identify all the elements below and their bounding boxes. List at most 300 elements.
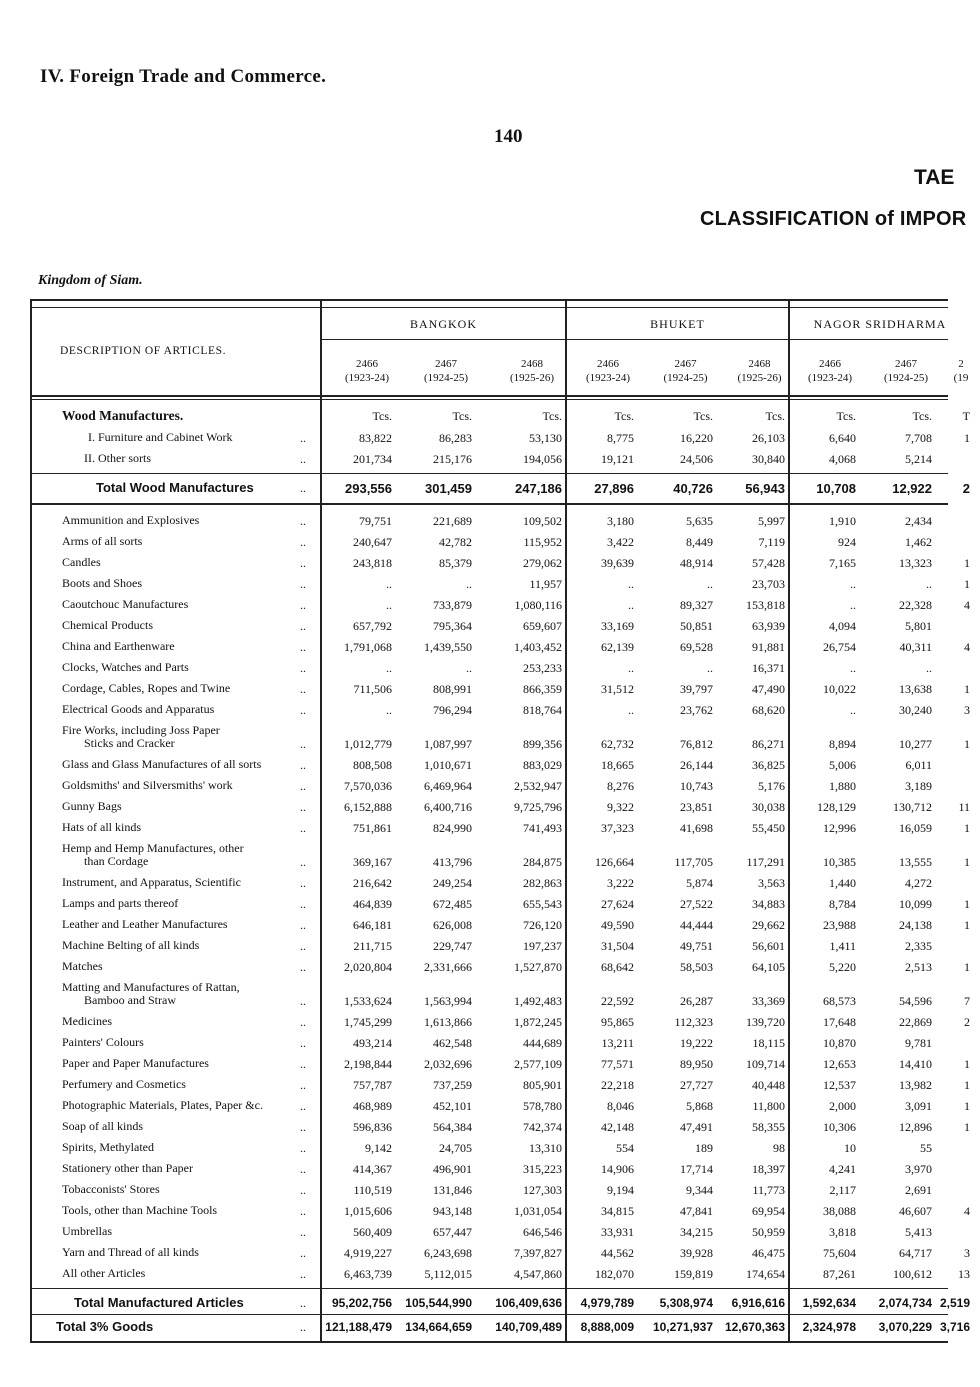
year-number: 2466 [356,358,378,370]
table-row [32,1225,948,1245]
table-cell: 5,006 [829,758,856,772]
table-cell: 11,773 [752,1183,785,1197]
table-cell: 1,791,068 [344,640,392,654]
table-cell: 741,493 [523,821,562,835]
group-header: BANGKOK [410,317,477,331]
table-cell: 10,870 [823,1036,856,1050]
year-header [492,357,572,385]
row-label: All other Articles [62,1266,146,1280]
table-cell: 23,703 [752,577,785,591]
table-cell: 1,080,116 [514,598,562,612]
table-cell: 126,664 [595,855,634,869]
table-cell: 444,689 [523,1036,562,1050]
year-header [410,357,482,385]
year-number: 2467 [895,358,917,370]
row-label: Umbrellas [62,1224,112,1238]
table-cell: 733,879 [433,598,472,612]
table-cell: 69,528 [680,640,713,654]
leader-dots: .. [300,800,306,814]
rule [32,473,948,474]
year-header [724,357,795,385]
table-cell: 5,997 [758,514,785,528]
table-cell: 943,148 [433,1204,472,1218]
table-cell: Tcs. [372,409,392,423]
table-cell: 46,475 [752,1246,785,1260]
table-cell: 5,220 [829,960,856,974]
table-cell: 24,705 [439,1141,472,1155]
table-cell: 657,447 [433,1225,472,1239]
table-cell: 42,782 [439,535,472,549]
table-cell: 2,198,844 [344,1057,392,1071]
table-row [32,1014,970,1035]
table-cell: 201,734 [353,452,392,466]
table-cell: 462,548 [433,1036,472,1050]
table-cell: 13,310 [529,1141,562,1155]
table-cell: 13,323 [899,556,932,570]
table-cell: Tcs. [452,409,472,423]
table-cell: 808,508 [353,758,392,772]
table-row [32,1119,970,1140]
table-cell: Tcs. [836,409,856,423]
table-cell: 711,506 [353,682,392,696]
table-cell: 18,115 [752,1036,785,1050]
table-cell: 131,846 [433,1183,472,1197]
row-label: Total 3% Goods [56,1319,154,1334]
table-cell: 100,612 [893,1267,932,1281]
row-label: Glass and Glass Manufactures of all sorts [62,757,262,771]
table-cell: .. [386,577,392,591]
leader-dots: .. [300,737,306,751]
table-cell: .. [707,577,713,591]
table-cell: 130,712 [893,800,932,814]
table-cell: 3,180 [607,514,634,528]
rule [32,1314,948,1315]
table-cell: 646,181 [353,918,392,932]
row-label: Perfumery and Cosmetics [62,1077,186,1091]
table-cell: 9,194 [607,1183,634,1197]
table-cell: 16,059 [899,821,932,835]
table-cell: 46,607 [899,1204,932,1218]
table-cell: 76,812 [680,737,713,751]
table-row [32,1036,948,1056]
table-cell: 8,046 [607,1099,634,1113]
table-row [32,896,970,917]
table-cell: 9,344 [686,1183,713,1197]
table-cell: 243,818 [353,556,392,570]
table-cell: 3 [964,703,970,717]
table-cell: 95,202,756 [331,1296,392,1310]
table-cell: 578,780 [523,1099,562,1113]
row-label: Clocks, Watches and Parts [62,660,189,674]
leader-dots: .. [300,1225,306,1239]
table-cell: 109,714 [746,1057,785,1071]
table-cell: 2 [962,481,970,496]
table-cell: 655,543 [523,897,562,911]
table-cell: 6,916,616 [731,1296,785,1310]
table-cell: 33,931 [601,1225,634,1239]
table-cell: 134,664,659 [405,1320,472,1334]
table-cell: 23,851 [680,800,713,814]
table-row [32,917,970,938]
year-number: 2466 [819,358,841,370]
row-label: Matches [62,959,103,973]
table-cell: 91,881 [752,640,785,654]
leader-dots: .. [300,452,306,466]
group-header: NAGOR SRIDHARMA [813,317,947,331]
table-row [32,1203,970,1224]
table-cell: 42,148 [601,1120,634,1134]
table-cell: 17,714 [680,1162,713,1176]
table-cell: .. [926,577,932,591]
table-cell: 58,503 [680,960,713,974]
table-cell: 79,751 [359,514,392,528]
total-row [32,1319,970,1340]
table-cell: 197,237 [523,939,562,953]
table-cell: 1,527,870 [514,960,562,974]
description-header: DESCRIPTION OF ARTICLES. [60,345,227,357]
table-cell: 9,142 [365,1141,392,1155]
table-cell: 127,303 [523,1183,562,1197]
table-cell: 596,836 [353,1120,392,1134]
table-cell: 14,410 [899,1057,932,1071]
leader-dots: .. [300,994,306,1008]
table-cell: 22,592 [601,994,634,1008]
table-cell: Tcs. [912,409,932,423]
table-cell: 1 [964,821,970,835]
table-cell: 452,101 [433,1099,472,1113]
table-cell: 1,563,994 [424,994,472,1008]
year-header [572,357,644,385]
table-cell: 9,781 [905,1036,932,1050]
table-cell: 10 [844,1141,856,1155]
rule [32,1288,948,1289]
table-row [32,1056,970,1077]
table-cell: 36,825 [752,758,785,772]
table-cell: 77,571 [601,1057,634,1071]
table-cell: 18,397 [752,1162,785,1176]
table-cell: 115,952 [523,535,562,549]
table-cell: 626,008 [433,918,472,932]
table-cell: 211,715 [353,939,392,953]
table-row [32,876,948,896]
table-label: TAE [914,166,955,189]
table-cell: 117,291 [746,855,785,869]
table-row [32,639,970,660]
table-cell: 2,020,804 [344,960,392,974]
table-cell: 1,031,054 [514,1204,562,1218]
table-cell: 1,015,606 [344,1204,392,1218]
table-cell: 4,919,227 [344,1246,392,1260]
table-cell: 2,032,696 [424,1057,472,1071]
table-cell: 3,222 [607,876,634,890]
table-cell: 29,662 [752,918,785,932]
table-cell: 40,726 [673,481,713,496]
table-cell: 139,720 [746,1015,785,1029]
table-cell: 4 [964,640,970,654]
table-cell: 6,243,698 [424,1246,472,1260]
table-cell: 2,074,734 [878,1296,932,1310]
table-cell: 2,532,947 [514,779,562,793]
leader-dots: .. [300,514,306,528]
table-row [32,1245,970,1266]
row-label: Tools, other than Machine Tools [62,1203,218,1217]
table-cell: 49,590 [601,918,634,932]
year-range: (1924-25) [663,372,708,384]
table-cell: 17,648 [823,1015,856,1029]
table-cell: 30,840 [752,452,785,466]
chapter-heading: IV. Foreign Trade and Commerce. [40,66,327,87]
table-row [32,1183,948,1203]
table-cell: 12,896 [899,1120,932,1134]
row-label: Cordage, Cables, Ropes and Twine [62,681,231,695]
table-cell: 68,573 [823,994,856,1008]
table-cell: 249,254 [433,876,472,890]
table-cell: 10,099 [899,897,932,911]
table-cell: 9,322 [607,800,634,814]
table-cell: 5,308,974 [659,1296,713,1310]
leader-dots: .. [300,1099,306,1113]
table-cell: 3,563 [758,876,785,890]
table-cell: .. [386,598,392,612]
row-label: Goldsmiths' and Silversmiths' work [62,778,233,792]
table-cell: 8,449 [686,535,713,549]
table-cell: 216,642 [353,876,392,890]
table-cell: 1,462 [905,535,932,549]
table-cell: 85,379 [439,556,472,570]
row-label: II. Other sorts [84,451,151,465]
table-cell: 8,894 [829,737,856,751]
table-cell: 44,562 [601,1246,634,1260]
table-cell: 560,409 [353,1225,392,1239]
table-cell: 112,323 [674,1015,713,1029]
table-cell: 1,010,671 [424,758,472,772]
table-cell: 86,271 [752,737,785,751]
table-cell: 62,139 [601,640,634,654]
leader-dots: .. [300,897,306,911]
table-cell: 2,331,666 [424,960,472,974]
year-range: (19 [953,372,969,384]
table-cell: 39,928 [680,1246,713,1260]
table-cell: 6,469,964 [424,779,472,793]
table-cell: 12,922 [892,481,932,496]
table-cell: 253,233 [523,661,562,675]
leader-dots: .. [300,960,306,974]
total-row [32,480,970,501]
table-cell: .. [628,661,634,675]
section-title: Wood Manufactures. [62,408,184,423]
table-row [32,1266,970,1287]
table-cell: 89,950 [680,1057,713,1071]
table-cell: 1 [964,1099,970,1113]
table-cell: 413,796 [433,855,472,869]
table-cell: 12,537 [823,1078,856,1092]
table-cell: 284,875 [523,855,562,869]
table-cell: 2,434 [905,514,932,528]
table-cell: 1 [964,918,970,932]
table-cell: 34,883 [752,897,785,911]
row-label: Arms of all sorts [62,534,143,548]
table-cell: 6,463,739 [344,1267,392,1281]
table-cell: .. [466,661,472,675]
table-cell: 805,901 [523,1078,562,1092]
year-range: (1925-26) [737,372,782,384]
table-cell: 1,592,634 [802,1296,856,1310]
table-cell: 40,448 [752,1078,785,1092]
table-cell: 659,607 [523,619,562,633]
row-label: China and Earthenware [62,639,175,653]
table-cell: 22,328 [899,598,932,612]
table-cell: 737,259 [433,1078,472,1092]
row-label: I. Furniture and Cabinet Work [88,430,233,444]
table-cell: 5,635 [686,514,713,528]
table-cell: 369,167 [353,855,392,869]
table-cell: 56,601 [752,939,785,953]
table-cell: 26,754 [823,640,856,654]
leader-dots: .. [300,939,306,953]
table-cell: 5,874 [686,876,713,890]
table-cell: 16,371 [752,661,785,675]
table-cell: 4,094 [829,619,856,633]
year-header [870,357,942,385]
table-cell: 1,613,866 [424,1015,472,1029]
table-cell: 1 [964,737,970,751]
table-cell: 11,800 [752,1099,785,1113]
table-cell: .. [466,577,472,591]
year-range: (1923-24) [345,372,389,384]
rule [32,399,948,400]
table-row [32,1162,948,1182]
table-cell: 10,708 [816,481,856,496]
table-row [32,1141,948,1161]
row-label: Candles [62,555,101,569]
table-cell: 121,188,479 [325,1320,392,1334]
table-row [32,681,970,702]
leader-dots: .. [300,640,306,654]
table-cell: 26,103 [752,431,785,445]
row-label: Paper and Paper Manufactures [62,1056,209,1070]
leader-dots: .. [300,821,306,835]
table-cell: 26,144 [680,758,713,772]
leader-dots: .. [300,556,306,570]
table-cell: 1,440 [829,876,856,890]
table-cell: 14,906 [601,1162,634,1176]
table-row [32,514,948,534]
table-cell: 5,801 [905,619,932,633]
table-cell: 189 [695,1141,713,1155]
table-cell: 6,640 [829,431,856,445]
table-cell: 10,385 [823,855,856,869]
table-cell: 83,822 [359,431,392,445]
leader-dots: .. [300,1267,306,1281]
table-cell: 24,506 [680,452,713,466]
table-cell: 109,502 [523,514,562,528]
leader-dots: .. [300,1057,306,1071]
leader-dots: .. [300,855,306,869]
row-label-continued: Sticks and Cracker [84,736,175,750]
table-cell: 5,413 [905,1225,932,1239]
table-cell: 1,872,245 [514,1015,562,1029]
table-cell: 4 [964,1204,970,1218]
table-cell: 899,356 [523,737,562,751]
table-cell: 31,512 [601,682,634,696]
table-cell: T [962,409,970,423]
table-cell: 54,596 [899,994,932,1008]
table-cell: 315,223 [523,1162,562,1176]
leader-dots: .. [300,1162,306,1176]
page-number: 140 [494,126,523,147]
table-cell: 6,400,716 [424,800,472,814]
table-cell: 39,797 [680,682,713,696]
table-cell: 796,294 [433,703,472,717]
table-cell: 1 [964,556,970,570]
table-cell: 30,038 [752,800,785,814]
rule [322,339,948,340]
leader-dots: .. [300,1078,306,1092]
table-cell: 240,647 [353,535,392,549]
table-row [32,597,970,618]
table-cell: 75,604 [823,1246,856,1260]
rule [32,503,948,505]
year-number: 2 [958,358,964,370]
table-cell: 194,056 [523,452,562,466]
year-header [794,357,866,385]
table-cell: 866,359 [523,682,562,696]
table-cell: 10,306 [823,1120,856,1134]
table-cell: 1 [964,577,970,591]
total-row [32,1295,970,1316]
leader-dots: .. [300,481,306,495]
table-cell: .. [386,661,392,675]
table-cell: 34,815 [601,1204,634,1218]
table-cell: 883,029 [523,758,562,772]
table-cell: 6,011 [905,758,932,772]
table-cell: 824,990 [433,821,472,835]
table-cell: 808,991 [433,682,472,696]
table-cell: 4,979,789 [580,1296,634,1310]
table-cell: 62,732 [601,737,634,751]
table-cell: 2,324,978 [802,1320,856,1334]
row-label: Instrument, and Apparatus, Scientific [62,875,241,889]
table-cell: 4 [964,598,970,612]
table-cell: 7,119 [758,535,785,549]
table-cell: 1,403,452 [514,640,562,654]
table-cell: 140,709,489 [495,1320,562,1334]
table-cell: 657,792 [353,619,392,633]
table-cell: 924 [838,535,856,549]
table-cell: 50,851 [680,619,713,633]
table-cell: 47,490 [752,682,785,696]
row-label: Spirits, Methylated [62,1140,154,1154]
table-cell: .. [850,661,856,675]
row-label: Tobacconists' Stores [62,1182,160,1196]
table-cell: .. [850,703,856,717]
table-cell: 7 [964,994,970,1008]
row-label: Total Manufactured Articles [74,1295,244,1310]
table-cell: 89,327 [680,598,713,612]
table-cell: 57,428 [752,556,785,570]
leader-dots: .. [300,918,306,932]
table-cell: 12,653 [823,1057,856,1071]
table-cell: 7,397,827 [514,1246,562,1260]
table-cell: 55,450 [752,821,785,835]
table-cell: 31,504 [601,939,634,953]
leader-dots: .. [300,779,306,793]
table-cell: 19,222 [680,1036,713,1050]
table-cell: .. [386,703,392,717]
table-cell: 153,818 [746,598,785,612]
row-label: Soap of all kinds [62,1119,143,1133]
table-cell: 117,705 [674,855,713,869]
